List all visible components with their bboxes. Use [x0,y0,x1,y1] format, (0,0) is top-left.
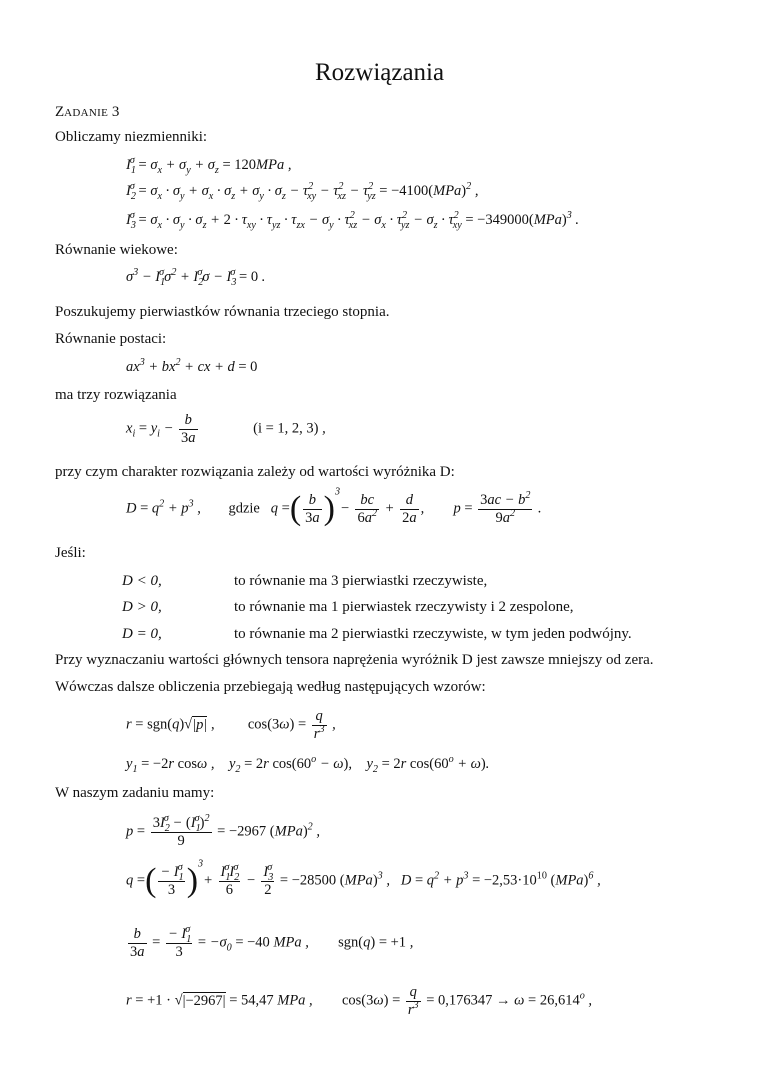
secular-equation: $\sigma^3 - I_1^\sigma\sigma^2 + I_2^\sigma\sigma - I_3^\sigma = 0$ . [126,267,266,288]
roots-search: Poszukujemy pierwiastków równania trzeciego stopnia. [55,304,390,320]
if-label: Jeśli: [55,545,86,561]
r-formula: r = sgn(q)√|p| , cos(3ω) = $\frac{q}{r^3}$ , [126,708,336,742]
task-heading: ZADANIE 3 [55,104,120,120]
secular-eq-label: Równanie wiekowe: [55,242,178,258]
b-over-3a-formula: $\frac{b}{3a}$ = $\frac{- I_1^\sigma}{3}$ = $-\sigma_0 = -40$ MPa , sgn(q) = +1 , [130,924,414,960]
p-value-formula: p = $\frac{3I_2^\sigma - (I_1^\sigma)^2}{9}$ = −2967 (MPa)$^2$ , [126,813,320,849]
r-omega-values: r = +1 · √|−2967| = 54,47 MPa , cos(3ω) = $\frac{q}{r^3}$ = 0,176347 → ω = 26,614$^o$ , [126,984,593,1018]
formula-i2: $I_2^\sigma = \sigma_x \cdot \sigma_y + \sigma_x \cdot \sigma_z + \sigma_y \cdot \sigma_z - \tau^2_{xy} - \tau^2_{xz} - \tau^2_{yz} = -4100(MPa)^2$ , [126,181,479,202]
y-formulas: $y_1 = -2r$ cosω , $y_2 = 2r$ $\cos(60^o - \omega)$, $y_2 = 2r$ $\cos(60^o + \omega)$. [126,754,490,775]
page-title: Rozwiązania [315,59,445,86]
case-row [122,627,632,642]
q-d-formula: q =( $\frac{- I_1^\sigma}{3}$ )$^3$+ $\frac{I_1^\sigma I_2^\sigma}{6}$ − $\frac{I_3^\sigma}{2}$ = −28500 (MPa)$^3$ , $D = q^2 + p^3 = -2,53\cdot 10^{10}$ (MPa)$^6$ , [126,858,601,899]
case-row [122,600,573,615]
further-calc: Wówczas dalsze obliczenia przebiegają według następujących wzorów: [55,679,486,695]
case-condition: D = 0, [122,626,162,642]
formula-i1: $I_1^\sigma = \sigma_x + \sigma_y + \sigma_z = 120MPa$ , [126,155,292,176]
three-solutions: ma trzy rozwiązania [55,387,177,403]
invariants-intro: Obliczamy niezmienniki: [55,129,208,145]
principal-values-note: Przy wyznaczaniu wartości głównych tensora naprężenia wyróżnik D jest zawsze mniejszy od zera. [55,652,654,668]
in-our-task: W naszym zadaniu mamy: [55,785,215,801]
case-text: to równanie ma 2 pierwiastki rzeczywiste, w tym jeden podwójny. [234,626,632,642]
character-depends: przy czym charakter rozwiązania zależy od wartości wyróżnika D: [55,464,455,480]
case-condition: D < 0, [122,573,162,589]
formula-i3: $I_3^\sigma = \sigma_x \cdot \sigma_y \cdot \sigma_z + 2 \cdot \tau_{xy} \cdot \tau_{yz} \cdot \tau_{zx} - \sigma_y \cdot \tau^2_{xz} - \sigma_x \cdot \tau^2_{yz} - \sigma_z \cdot \tau^2_{xy} = -349000(MPa)^3$ . [126,210,580,231]
equation-form-label: Równanie postaci: [55,331,167,347]
cubic-equation: $ax^3 + bx^2$ + cx + d = 0 [126,357,258,375]
case-text: to równanie ma 3 pierwiastki rzeczywiste, [234,573,488,589]
case-row [122,574,487,589]
case-condition: D > 0, [122,599,162,615]
substitution-formula: $x_i = y_i$ − $\frac{b}{3a}$ (i = 1, 2, 3) , [126,412,326,446]
discriminant-formula: $D = q^2 + p^3$ , gdzie q =( $\frac{b}{3a}$ )$^3$− $\frac{bc}{6a^2}$ + $\frac{d}{2a}$ , p = $\frac{3ac - b^2}{9a^2}$ . [126,486,542,527]
case-text: to równanie ma 1 pierwiastek rzeczywisty i 2 zespolone, [234,599,574,615]
